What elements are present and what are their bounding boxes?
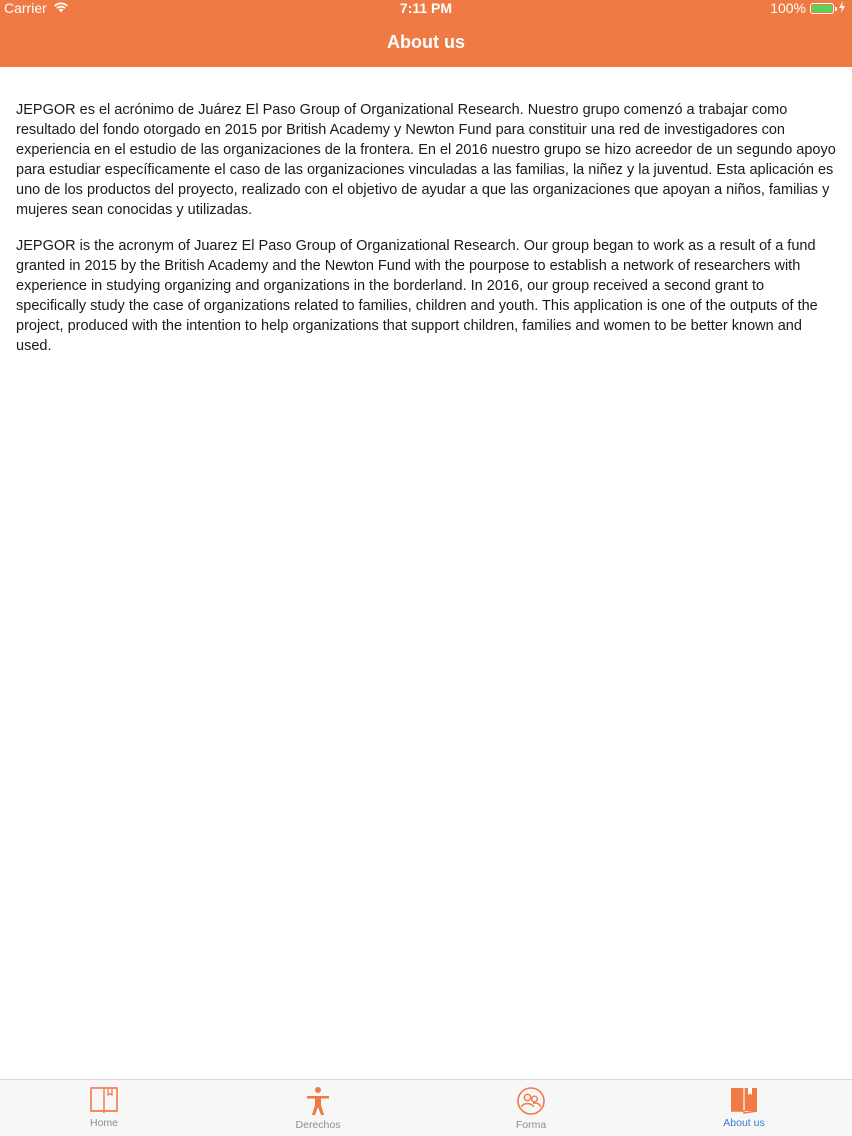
tab-forma-label: Forma	[515, 1119, 547, 1131]
status-right	[770, 0, 846, 16]
person-icon	[258, 1086, 378, 1116]
tab-about-us[interactable]	[684, 1080, 804, 1136]
book-icon	[44, 1086, 164, 1114]
paragraph-english: JEPGOR is the acronym of Juarez El Paso Group of Organizational Research. Our group began to work as a result of a fund granted in 2015 by the British Academy and the Newton Fund with the pourpose to establish a network of researchers with experience in studying organizing and organizations in the borderland. In 2016, our group received a second grant to specifically study the case of organizations related to families, children and youth. This application is one of the outputs of the project, produced with the intention to help organizations that support children, families and women to be better known and used.	[16, 238, 818, 354]
tab-forma[interactable]	[471, 1080, 591, 1136]
tab-about-us-label: About us	[723, 1117, 765, 1129]
page-title: About us	[387, 32, 465, 52]
navigation-header	[0, 0, 852, 67]
paragraph-spanish: JEPGOR es el acrónimo de Juárez El Paso Group of Organizational Research. Nuestro grupo comenzó a trabajar como resultado del fondo otorgado en 2015 por British Academy y Newton Fund para constituir una red de investigadores con experiencia en el estudio de las organizaciones de la frontera. En el 2016 nuestro grupo se hizo acreedor de un segundo apoyo para estudiar específicamente el caso de las organizaciones vinculadas a las familias, la niñez y la juventud. Esta aplicación es uno de los productos del proyecto, realizado con el objetivo de ayudar a que las organizaciones que apoyan a niños, familias y mujeres sean conocidas y utilizadas.	[16, 102, 836, 218]
tab-bar	[0, 1079, 852, 1136]
carrier-label: Carrier	[4, 0, 47, 16]
status-bar	[0, 0, 852, 18]
battery-percent: 100%	[770, 0, 806, 16]
book-filled-icon	[684, 1086, 804, 1114]
about-content	[16, 100, 838, 372]
tab-home-label: Home	[89, 1117, 118, 1129]
tab-derechos[interactable]	[258, 1080, 378, 1136]
tab-home[interactable]	[44, 1080, 164, 1136]
tab-derechos-label: Derechos	[295, 1119, 341, 1131]
people-circle-icon	[471, 1086, 591, 1116]
battery-icon	[810, 3, 834, 14]
status-time: 7:11 PM	[399, 0, 453, 16]
charging-icon	[838, 0, 846, 16]
